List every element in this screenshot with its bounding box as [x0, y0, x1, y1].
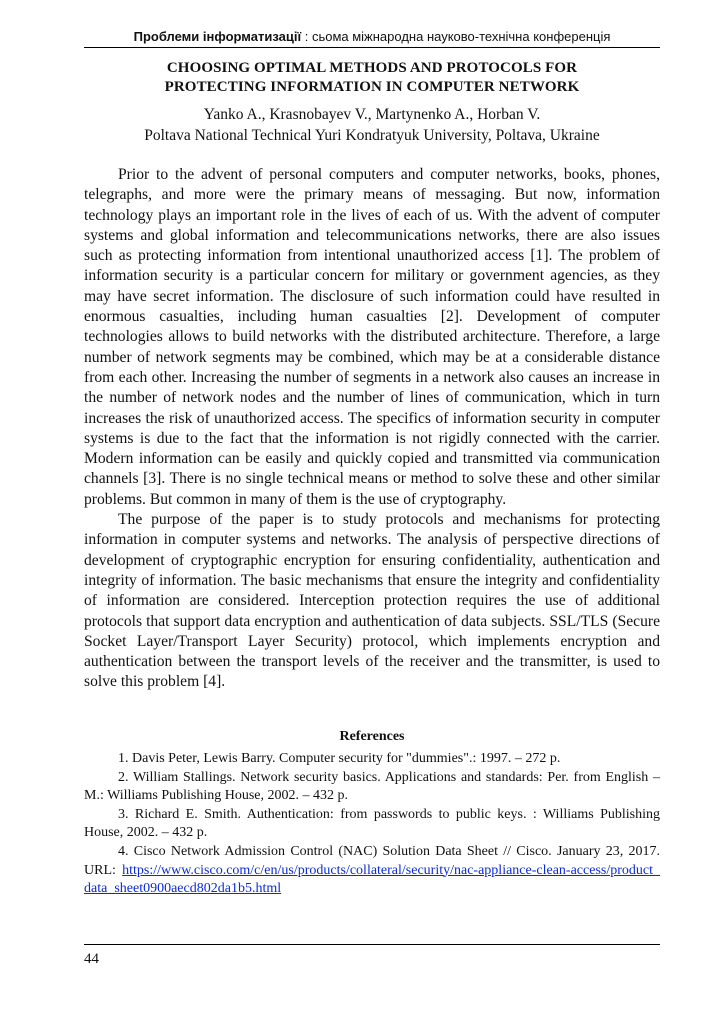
- references-list: [84, 750, 660, 899]
- affiliation: Poltava National Technical Yuri Kondratyuk University, Poltava, Ukraine: [144, 127, 600, 144]
- reference-item-4: [84, 843, 660, 899]
- author-block: [84, 104, 660, 146]
- header-journal-title: Проблеми інформатизації: [133, 29, 302, 44]
- paper-title: [84, 59, 660, 97]
- reference-item-3: 3. Richard E. Smith. Authentication: from passwords to public keys. : Williams Publishing House, 2002. – 432 p.: [84, 806, 660, 841]
- reference-item-1: 1. Davis Peter, Lewis Barry. Computer security for "dummies".: 1997. – 272 p.: [118, 751, 561, 766]
- reference-item-4-text: 4. Cisco Network Admission Control (NAC) Solution Data Sheet // Cisco. January 23, 2017. URL:: [84, 843, 660, 878]
- body-paragraph-2: The purpose of the paper is to study protocols and mechanisms for protecting information in computer systems and networks. The analysis of perspective directions of development of cryptographic encryption for ensuring confidentiality, authentication and integrity of information. The basic mechanisms that ensure the integrity and confidentiality of information are considered. Interception protection requires the use of additional protocols that support data encryption and authentication of data subjects. SSL/TLS (Secure Socket Layer/Transport Layer Security) protocol, which implements encryption and authentication between the transport levels of the receiver and the transmitter, is used to solve this problem [4].: [84, 511, 660, 691]
- authors: Yanko A., Krasnobayev V., Martynenko A., Horban V.: [203, 106, 541, 123]
- paper-title-line-1: CHOOSING OPTIMAL METHODS AND PROTOCOLS FOR: [166, 60, 578, 76]
- paper-title-line-2: PROTECTING INFORMATION IN COMPUTER NETWORK: [164, 79, 580, 95]
- paper-body: [84, 165, 660, 693]
- references-heading: References: [339, 729, 405, 744]
- reference-link[interactable]: https://www.cisco.com/c/en/us/products/collateral/security/nac-appliance-clean-access/product_data_sheet0900aecd802da1b5.html: [84, 862, 660, 897]
- footer-divider: [84, 944, 660, 945]
- reference-item-2: 2. William Stallings. Network security basics. Applications and standards: Per. from English – M.: Williams Publishing House, 2002. – 432 p.: [84, 769, 660, 804]
- header-divider: [84, 47, 660, 48]
- running-header: [84, 29, 660, 45]
- body-paragraph-1: Prior to the advent of personal computers and computer networks, books, phones, telegraphs, and more were the primary means of messaging. But now, information technology plays an important role in the lives of each of us. With the advent of computer systems and global information and telecommunications networks, there are also issues such as protecting information from intentional unauthorized access [1]. The problem of information security is a particular concern for military or government agencies, as they may have secret information. The disclosure of such information could have resulted in enormous casualties, including human casualties [2]. Development of computer technologies allows to build networks with the distributed architecture. Therefore, a large number of network segments may be combined, which may be at a considerable distance from each other. Increasing the number of segments in a network also causes an increase in the number of network nodes and the number of lines of communication, which in turn increases the risk of unauthorized access. The specifics of information security in computer systems is due to the fact that the information is not rigidly connected with the carrier. Modern information can be easily and quickly copied and transmitted via communication channels [3]. There is no single technical means or method to solve these and other similar problems. But common in many of them is the use of cryptography.: [84, 166, 660, 508]
- page-number: 44: [84, 951, 99, 967]
- header-conference-name: : сьома міжнародна науково-технічна конференція: [301, 29, 611, 44]
